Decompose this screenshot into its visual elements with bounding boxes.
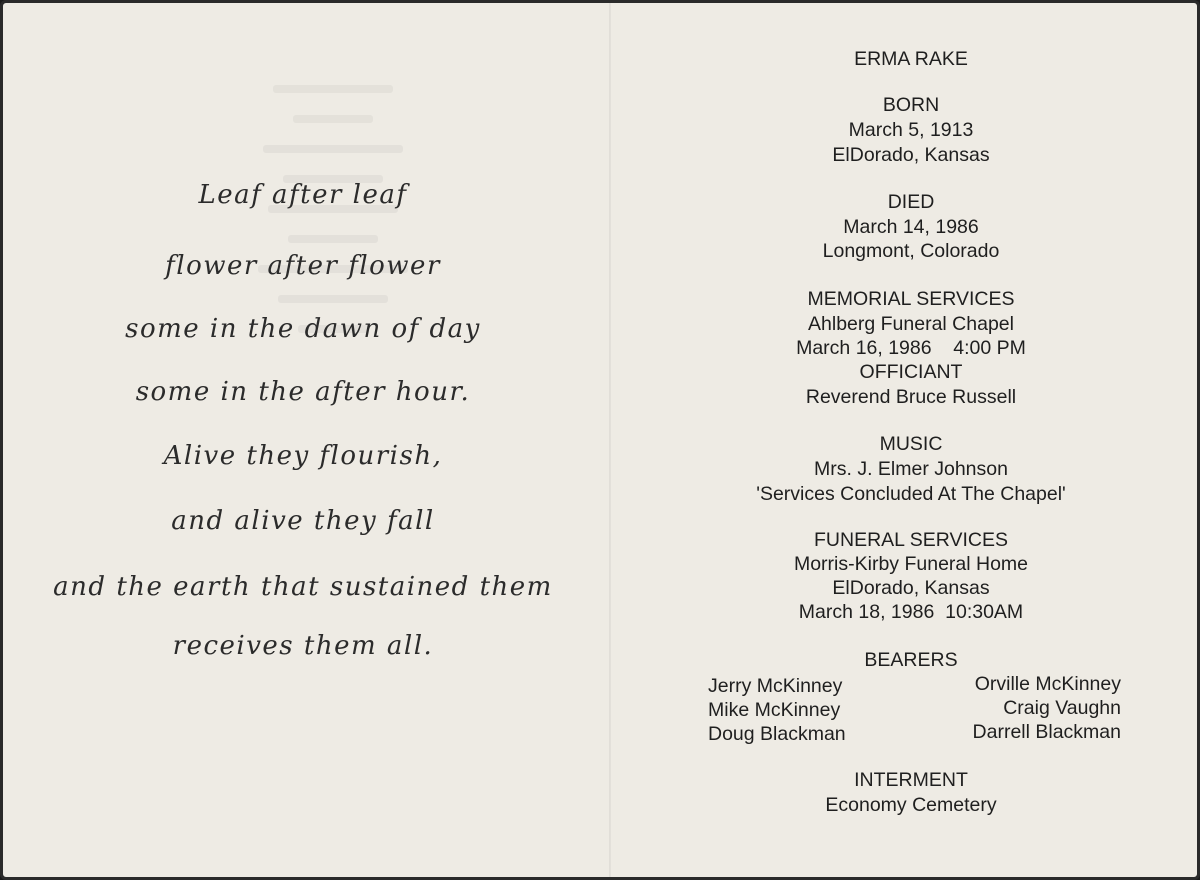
memorial-datetime: March 16, 1986 4:00 PM bbox=[796, 337, 1026, 359]
music-heading: MUSIC bbox=[879, 433, 943, 455]
died-heading: DIED bbox=[887, 191, 935, 213]
poem-line: some in the dawn of day bbox=[125, 314, 481, 344]
born-place: ElDorado, Kansas bbox=[832, 144, 990, 166]
funeral-heading: FUNERAL SERVICES bbox=[814, 529, 1008, 551]
poem-line: and the earth that sustained them bbox=[53, 572, 553, 602]
funeral-city: ElDorado, Kansas bbox=[832, 577, 990, 599]
poem-line: some in the after hour. bbox=[135, 377, 471, 407]
funeral-place: Morris-Kirby Funeral Home bbox=[793, 553, 1029, 575]
poem-line: flower after flower bbox=[165, 251, 441, 281]
poem-line: receives them all. bbox=[172, 631, 434, 661]
born-date: March 5, 1913 bbox=[848, 119, 974, 141]
officiant-name: Reverend Bruce Russell bbox=[805, 386, 1017, 408]
bearer-name: Mike McKinney bbox=[708, 699, 841, 721]
born-heading: BORN bbox=[882, 94, 940, 116]
died-place: Longmont, Colorado bbox=[822, 240, 1000, 262]
bearer-name: Orville McKinney bbox=[974, 673, 1121, 695]
died-date: March 14, 1986 bbox=[843, 216, 979, 238]
funeral-datetime: March 18, 1986 10:30AM bbox=[798, 601, 1024, 623]
poem-line: and alive they fall bbox=[171, 506, 435, 536]
poem-line: Alive they flourish, bbox=[163, 441, 443, 471]
bearer-name: Jerry McKinney bbox=[708, 675, 843, 697]
music-note: 'Services Concluded At The Chapel' bbox=[756, 483, 1066, 505]
bearer-name: Craig Vaughn bbox=[1003, 697, 1121, 719]
interment-place: Economy Cemetery bbox=[825, 794, 997, 816]
memorial-place: Ahlberg Funeral Chapel bbox=[808, 313, 1014, 335]
music-performer: Mrs. J. Elmer Johnson bbox=[814, 458, 1008, 480]
deceased-name: ERMA RAKE bbox=[854, 48, 968, 70]
memorial-heading: MEMORIAL SERVICES bbox=[807, 288, 1015, 310]
interment-heading: INTERMENT bbox=[854, 769, 968, 791]
officiant-heading: OFFICIANT bbox=[859, 361, 963, 383]
bearer-name: Doug Blackman bbox=[708, 723, 846, 745]
bearer-name: Darrell Blackman bbox=[972, 721, 1121, 743]
poem-line: Leaf after leaf bbox=[198, 180, 408, 210]
bearers-heading: BEARERS bbox=[864, 649, 958, 671]
